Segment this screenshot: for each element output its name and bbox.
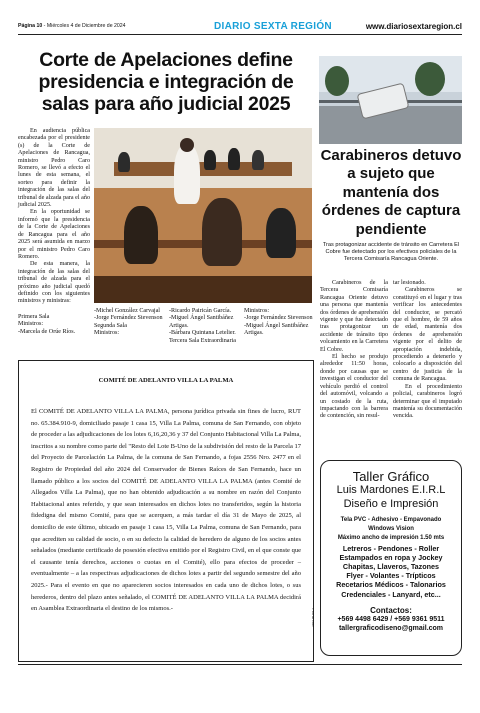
- page-number: Página 10: [18, 23, 43, 29]
- page-date: [18, 23, 126, 29]
- list-item: -Jorge Fernández Stevenson: [244, 315, 313, 322]
- list-item: Ministros:: [94, 330, 120, 337]
- list-item: -Bárbara Quintana Letelier.: [169, 330, 236, 337]
- person: [252, 150, 264, 170]
- list-item: -Miguel Ángel Santibáñez Artigas.: [169, 315, 234, 329]
- masthead: DIARIO SEXTA REGIÓN: [214, 21, 332, 32]
- ad-company: Luis Mardones E.I.R.L: [336, 484, 446, 496]
- paragraph: De esta manera, la integración de las salas del tribunal de alzada para el próximo año judicial quedó definido con los siguientes ministros y ministras:: [18, 261, 90, 305]
- front-bench: [94, 276, 312, 303]
- person: [228, 148, 240, 170]
- list-item: Tercera Sala Extraordinaria: [169, 337, 236, 344]
- list-item: -Jorge Fernández Stevenson: [94, 315, 163, 322]
- paragraph: tar lesionado.: [393, 280, 426, 286]
- side-story-col-a: [320, 280, 388, 421]
- ad-item: Máximo ancho de impresión 1.50 mts: [337, 535, 445, 542]
- ad-item: Estampados en ropa y Jockey: [339, 552, 443, 562]
- side-story-col-b: [393, 280, 462, 421]
- paragraph: Carabineros de la Tercera Comisaría Rancagua Oriente detuvo una persona que mantenía dos órdenes de aprehensión vigente y que fue detectado tras protagonizar un accidente de tránsito tipo volcamiento en la Carretera El Cobre.: [320, 280, 388, 353]
- list-item: Primera Sala: [18, 313, 50, 320]
- list-item: Ministros:: [244, 308, 270, 314]
- public-notice: [18, 360, 314, 662]
- date-text: - Miércoles 4 de Diciembre de 2024: [42, 23, 126, 29]
- ministers-list-1: [94, 308, 166, 338]
- ad-tagline: Diseño e Impresión: [343, 497, 439, 510]
- person-standing: [174, 144, 200, 204]
- list-item: -Marcela de Orúe Ríos.: [18, 328, 76, 335]
- ad-item: Letreros - Pendones - Roller: [342, 543, 440, 553]
- person-seated: [266, 208, 296, 258]
- ad-email[interactable]: tallergraficodiseno@gmail.com: [338, 624, 444, 632]
- ad-item: Tela PVC - Adhesivo - Empavonado: [340, 517, 442, 523]
- paragraph: En audiencia pública encabezada por el presidente (s) de la Corte de Apelaciones de Rancagua, ministro Pedro Caro Romero, se llevó a efecto el lunes de esta semana, el sorteo para definir la integración de las salas del tribunal de alzada para el año judicial 2025.: [18, 128, 90, 209]
- ad-phones[interactable]: +569 4498 6429 / +569 9361 9511: [337, 615, 445, 623]
- page-header: [18, 19, 462, 35]
- ad-item: Chapitas, Llaveros, Tazones: [342, 562, 440, 572]
- paragraph: En la oportunidad se informó que la presidencia de la Corte de Apelaciones de Rancagua para el año 2025 será asumida en marzo por el ministro Pedro Caro Romero.: [18, 209, 90, 260]
- person-seated: [202, 198, 242, 266]
- ad-title: Taller Gráfico: [352, 469, 430, 484]
- person: [204, 150, 216, 170]
- bottom-divider: [18, 664, 462, 665]
- person: [118, 152, 130, 172]
- person-head: [180, 138, 194, 152]
- person-seated: [124, 206, 158, 264]
- main-story-col1: [18, 128, 90, 336]
- ad-contact-label: Contactos:: [370, 605, 412, 615]
- side-headline: Carabineros detuvo a sujeto que mantenía dos órdenes de captura pendiente: [320, 147, 462, 238]
- notice-title: COMITÉ DE ADELANTO VILLA LA PALMA: [98, 377, 234, 384]
- ad-item: Credenciales - Lanyard, etc...: [341, 589, 441, 599]
- paragraph: El hecho se produjo alrededor 11:50 horas, donde por causas que se investigan el conductor del vehículo perdió el control del automóvil, volcando a un costado de la ruta, impactando con la barrera de contención, sin resul-: [320, 354, 388, 420]
- print-shop-ad: [320, 460, 462, 656]
- list-item: Segunda Sala: [94, 322, 128, 329]
- list-item: -Ricardo Pairicán García.: [169, 308, 232, 314]
- ad-item: Recetarios Médicos - Talonarios: [336, 580, 446, 590]
- list-item: Ministros:: [18, 321, 44, 328]
- accident-photo: [319, 56, 462, 144]
- list-item: -Miguel Ángel Santibáñez Artigas.: [244, 322, 309, 337]
- tree: [325, 66, 349, 96]
- website-link[interactable]: www.diariosextaregion.cl: [365, 22, 462, 31]
- main-headline: Corte de Apelaciones define presidencia e integración de salas para año judicial 2025: [38, 49, 294, 115]
- ministers-list-2: [169, 308, 241, 345]
- ad-item: Windows Vision: [368, 526, 414, 533]
- notice-body: El COMITÉ DE ADELANTO VILLA LA PALMA, persona jurídica privada sin fines de lucro, RUT no. 65.384.910-9, domiciliado pasaje 1 casa 15, Villa La Palma, comuna de San Fernando, con objeto de proceder a las adjudicaciones de los lotes 6,16,20,36 y 37 del Conjunto Habitacional Villa La Palma, inscritos a su nombre como parte del "Resto del Lote B-Uno de la subdivisión del resto de la Parcela 17 del Proyecto de Parcelación La Palma, de la comuna de San Fernando, a fojas 2556 Nro. 2477 en el Registro de Propiedad del año 2024 del Conservador de Bienes Raíces de San Fernando, hace un llamado público a los socios del COMITÉ DE ADELANTO VILLA LA PALMA (antes Comité de Allegados Villa La Palma), que no han obtenido adjudicación a su nombre en razón del Conjunto Habitacional antes referido, y que sean interesados en dichos lotes no transferidos, según la historia fidedigna del mismo Comité, para que se acerquen, a más tardar el día 31 de Mayo de 2025, al domicilio de este último, ubicado en pasaje 1 casa 15, Villa La Palma, comuna de San Fernando, para que acrediten su calidad de socio, o en su defecto la calidad de heredero de alguno de los socios antes señalados (mediante certificado de posesión efectiva emitido por el Registro Civil, en el que conste que el causante tenía derechos, acciones o cuotas en el Comité), ello para efectos de proceder – eventualmente – a las respectivas adjudicaciones de dichos lotes a partir del segundo semestre del año 2025.- Para el evento en que no aparecieren socios interesados en cada uno de dichos lotes, o sus herederos, dentro del plazo antes señalado, el COMITÉ DE ADELANTO VILLA LA PALMA decidirá en Asamblea Extraordinaria el destino de los mismos.-: [31, 408, 301, 613]
- notice-code: 2024-00-DS-1: [311, 608, 315, 627]
- courtroom-photo: [94, 128, 312, 303]
- judges-bench: [114, 162, 292, 176]
- paragraph: Carabineros se constituyó en el lugar y tras verificar los antecedentes del conductor, se percató que el hombre, de 59 años de edad, mantenía dos órdenes de aprehensión vigente por el delito de apropiación indebida, procediendo a detenerlo y colocarlo a disposición del centro de justicia de la comuna de Rancagua.: [393, 287, 462, 383]
- paragraph: En el procedimiento policial, carabineros logró determinar que el imputado mantenía su documentación vencida.: [393, 383, 462, 420]
- tree: [415, 62, 445, 96]
- list-item: -Michel González Carvajal: [94, 308, 160, 314]
- side-subhead: Tras protagonizar accidente de tránsito en Carretera El Cobre fue detectado por los efectivos policiales de la Tercera Comisaría Rancagua Oriente.: [322, 242, 460, 262]
- ministers-list-3: [244, 308, 314, 338]
- ad-item: Flyer - Volantes - Trípticos: [346, 571, 436, 581]
